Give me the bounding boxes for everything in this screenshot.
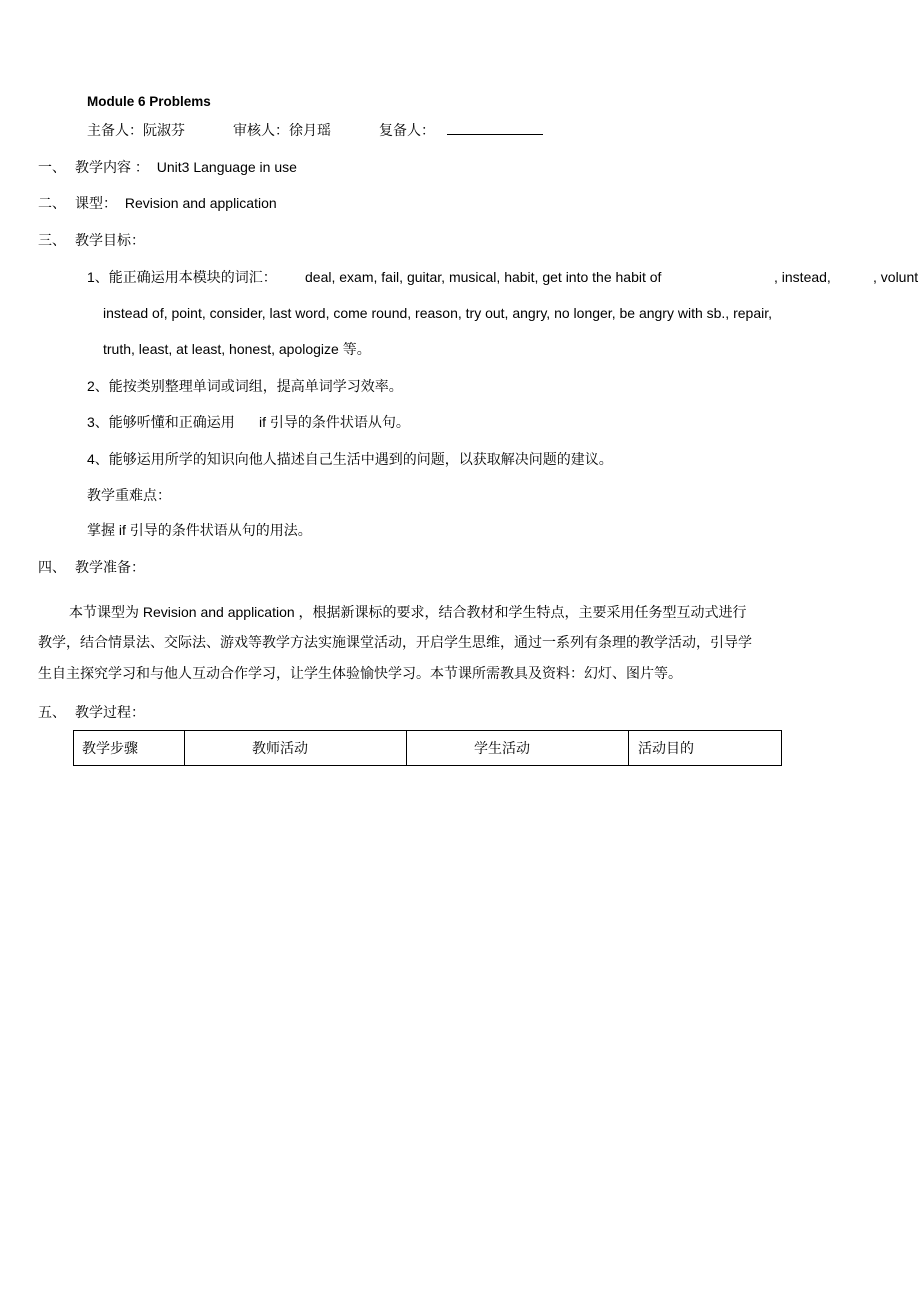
backup-preparer bbox=[379, 121, 543, 139]
table-header-cell bbox=[74, 731, 185, 766]
table-header-cell bbox=[629, 731, 782, 766]
objective-1-prefix: 1、能正确运用本模块的词汇： bbox=[87, 269, 277, 285]
header-teacher-activity: 教师活动 bbox=[252, 740, 308, 756]
preparation-line-1: 本节课型为 Revision and application ，根据新课标的要求，结合教材和学生特点，主要采用任务型互动式进行 bbox=[69, 604, 747, 620]
reviewer-name: 徐月瑶 bbox=[289, 122, 331, 138]
objective-1-line-2: instead of, point, consider, last word, come round, reason, try out, angry, no longer, be angry with sb., repair, bbox=[103, 305, 772, 321]
section-2 bbox=[75, 194, 277, 212]
table-header-row bbox=[74, 731, 782, 766]
objective-1-vocab-c: , volunt bbox=[873, 269, 919, 285]
main-preparer-name: 阮淑芬 bbox=[143, 122, 185, 138]
section-1-label: 教学内容 ： bbox=[75, 159, 149, 175]
section-3-label: 教学目标： bbox=[75, 232, 145, 248]
header-purpose: 活动目的 bbox=[638, 740, 694, 756]
section-2-label: 课型： bbox=[75, 195, 117, 211]
objective-2: 2、能按类别整理单词或词组，提高单词学习效率。 bbox=[87, 378, 403, 394]
section-4-label: 教学准备： bbox=[75, 559, 145, 575]
section-2-number: 二、 bbox=[38, 195, 66, 211]
header-student-activity: 学生活动 bbox=[474, 740, 530, 756]
section-2-value: Revision and application bbox=[124, 195, 277, 211]
section-3-number: 三、 bbox=[38, 232, 66, 248]
section-1 bbox=[75, 158, 297, 176]
key-points-text: 掌握 if 引导的条件状语从句的用法。 bbox=[87, 522, 312, 538]
key-points-label: 教学重难点： bbox=[87, 487, 171, 503]
teaching-process-table bbox=[73, 730, 782, 766]
objective-3-a: 3、能够听懂和正确运用 bbox=[87, 414, 235, 430]
section-1-value: Unit3 Language in use bbox=[156, 159, 297, 175]
section-5-label: 教学过程： bbox=[75, 704, 145, 720]
staff-line bbox=[87, 121, 185, 139]
objective-4: 4、能够运用所学的知识向他人描述自己生活中遇到的问题，以获取解决问题的建议。 bbox=[87, 451, 613, 467]
section-5-number: 五、 bbox=[38, 704, 66, 720]
table-header-cell bbox=[407, 731, 629, 766]
objective-1-vocab-b: , instead, bbox=[774, 269, 831, 285]
preparation-line-2: 教学，结合情景法、交际法、游戏等教学方法实施课堂活动，开启学生思维，通过一系列有条理的教学活动，引导学 bbox=[38, 634, 752, 650]
backup-preparer-label: 复备人： bbox=[379, 122, 435, 138]
header-steps: 教学步骤 bbox=[82, 740, 138, 756]
document-title: Module 6 Problems bbox=[87, 94, 211, 109]
objective-1-vocab-a: deal, exam, fail, guitar, musical, habit, get into the habit of bbox=[305, 269, 662, 285]
preparation-line-3: 生自主探究学习和与他人互动合作学习，让学生体验愉快学习。本节课所需教具及资料：幻灯、图片等。 bbox=[38, 665, 682, 681]
section-4-number: 四、 bbox=[38, 559, 66, 575]
main-preparer-label: 主备人： bbox=[87, 122, 143, 138]
section-1-number: 一、 bbox=[38, 159, 66, 175]
backup-preparer-blank bbox=[447, 122, 543, 135]
objective-1-line-3: truth, least, at least, honest, apologize 等。 bbox=[103, 341, 371, 357]
reviewer bbox=[233, 121, 331, 139]
objective-3-b: if 引导的条件状语从句。 bbox=[259, 414, 410, 430]
reviewer-label: 审核人： bbox=[233, 122, 289, 138]
table-header-cell bbox=[185, 731, 407, 766]
